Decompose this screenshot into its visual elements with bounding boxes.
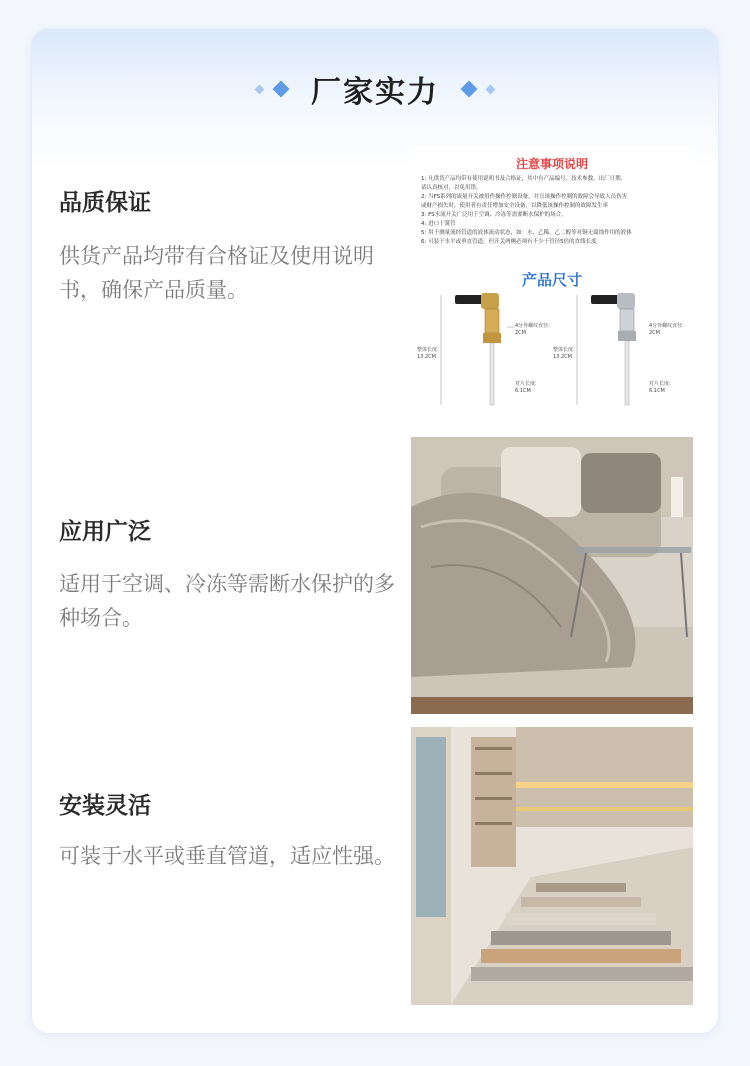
steel-flow-switch-illustration: [577, 293, 636, 405]
spec-sheet-image: [411, 147, 693, 417]
feature-title: 安装灵活: [59, 793, 151, 819]
right-thread-diameter: 4分外螺纹直径: 2CM: [649, 323, 684, 336]
feature-desc: 可装于水平或垂直管道，适应性强。: [59, 844, 395, 868]
notice-line: 或财产损失时，使用者有责任增加安全设备，以降低该操作控制的故障发生率: [421, 203, 609, 209]
feature-desc: 供货产品均带有合格证及使用说明书，确保产品质量。: [59, 244, 374, 302]
notice-line: 2: 当FS系列的流量开关被用作操作控制设备，并且该操作控制的故障会导致人员伤害: [421, 194, 628, 200]
notice-line: 1: 凡供货产品均带有使用说明书及合格证，其中有产品编号、技术参数、出厂日期,: [421, 176, 623, 182]
left-total-length: 整体长度: 13.2CM: [417, 347, 439, 360]
feature-title: 品质保证: [59, 190, 151, 216]
diamond-icon: [486, 84, 496, 94]
diamond-icon: [461, 81, 478, 98]
notice-line: 5: 用于测量流经管道的液体流动状态，如：水、乙稀、乙二醇等对铜无腐蚀作用的液体: [421, 230, 632, 236]
right-total-length: 整体长度: 13.2CM: [553, 347, 575, 360]
brass-flow-switch-illustration: [441, 293, 515, 405]
section-header: [32, 69, 718, 109]
feature-title: 应用广泛: [59, 519, 151, 545]
notice-line: 4: 进口干簧管: [421, 221, 456, 227]
diamond-icon: [273, 81, 290, 98]
showroom-photo: [411, 727, 693, 1005]
right-rod-length: 对片长度: 6.1CM: [649, 381, 671, 394]
product-diagram: [411, 147, 693, 417]
notice-line: 6: 可装于水平或垂直管道，但开关两侧必须有不少于管径5倍的直线长度: [421, 239, 597, 245]
left-rod-length: 对片长度: 6.1CM: [515, 381, 537, 394]
section-title: 厂家实力: [311, 75, 439, 110]
diamond-icon: [255, 84, 265, 94]
notice-line: 请认真核对，以免用错。: [421, 185, 482, 191]
size-title: 产品尺寸: [521, 271, 582, 289]
factory-strength-card: [31, 28, 719, 1034]
left-thread-diameter: 4分外螺纹直径: 2CM: [515, 323, 550, 336]
living-room-photo: [411, 437, 693, 714]
notice-title: 注意事项说明: [515, 157, 588, 171]
notice-line: 3: FS水流开关广泛用于空调、冷冻等需要断水保护的场合。: [421, 212, 567, 218]
feature-desc: 适用于空调、冷冻等需断水保护的多种场合。: [59, 572, 395, 630]
